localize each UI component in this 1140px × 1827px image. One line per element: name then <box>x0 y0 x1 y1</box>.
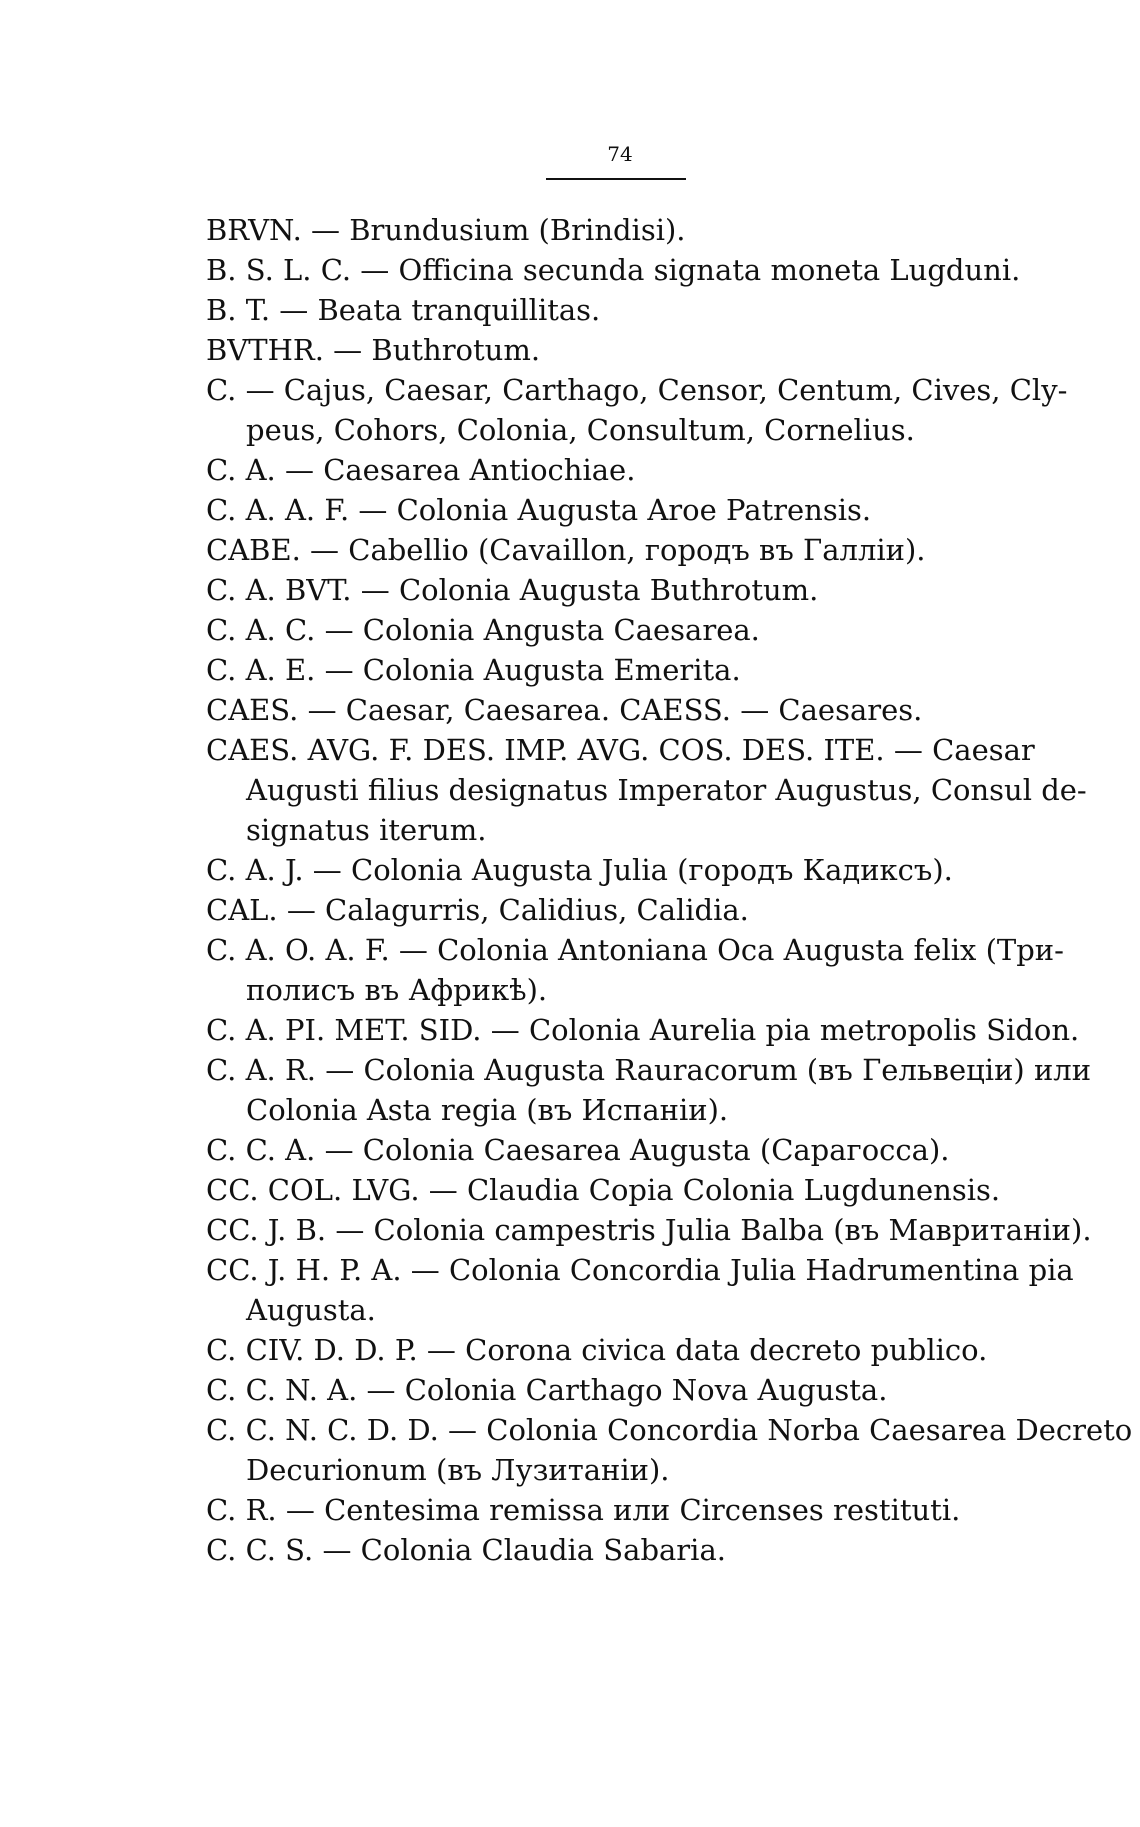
entry-line: CAL. — Calagurris, Calidius, Calidia. <box>206 893 749 927</box>
entries-list <box>206 210 1133 1570</box>
entry-continuation-line: полисъ въ Африкѣ). <box>246 973 548 1007</box>
entry-line: C. R. — Centesima remissa или Circenses restituti. <box>206 1493 961 1527</box>
entry-continuation-line: Decurionum (въ Лузитаніи). <box>246 1453 670 1487</box>
entry-line: C. A. O. A. F. — Colonia Antoniana Oca Augusta felix (Три- <box>206 933 1064 967</box>
entry-line: C. — Cajus, Caesar, Carthago, Censor, Centum, Cives, Cly- <box>206 373 1068 407</box>
entry-continuation-line: signatus iterum. <box>246 813 487 847</box>
entry-line: CABE. — Cabellio (Cavaillon, городъ въ Галліи). <box>206 533 926 567</box>
entry-line: C. C. A. — Colonia Caesarea Augusta (Сарагосса). <box>206 1133 950 1167</box>
entry-line: CC. COL. LVG. — Claudia Copia Colonia Lugdunensis. <box>206 1173 1001 1207</box>
entry-line: C. A. BVT. — Colonia Augusta Buthrotum. <box>206 573 819 607</box>
entry-line: CAES. AVG. F. DES. IMP. AVG. COS. DES. ITE. — Caesar <box>206 733 1035 767</box>
entry-line: B. S. L. C. — Officina secunda signata moneta Lugduni. <box>206 253 1021 287</box>
entry-line: CAES. — Caesar, Caesarea. CAESS. — Caesares. <box>206 693 923 727</box>
header-rule <box>546 178 686 180</box>
entry-continuation-line: Augusti filius designatus Imperator Augustus, Consul de- <box>246 773 1087 807</box>
entry-line: C. A. J. — Colonia Augusta Julia (городъ Кадиксъ). <box>206 853 953 887</box>
entry-line: C. A. — Caesarea Antiochiae. <box>206 453 636 487</box>
entry-line: BRVN. — Brundusium (Brindisi). <box>206 213 686 247</box>
entry-line: C. A. PI. MET. SID. — Colonia Aurelia pia metropolis Sidon. <box>206 1013 1080 1047</box>
entry-line: C. C. S. — Colonia Claudia Sabaria. <box>206 1533 726 1567</box>
entry-line: CC. J. B. — Colonia campestris Julia Balba (въ Мавританіи). <box>206 1213 1092 1247</box>
entry-line: BVTHR. — Buthrotum. <box>206 333 541 367</box>
page-number: 74 <box>607 142 633 166</box>
entry-line: C. A. A. F. — Colonia Augusta Aroe Patrensis. <box>206 493 872 527</box>
entry-line: C. A. C. — Colonia Angusta Caesarea. <box>206 613 760 647</box>
entry-line: B. T. — Beata tranquillitas. <box>206 293 601 327</box>
entry-line: C. A. E. — Colonia Augusta Emerita. <box>206 653 741 687</box>
entry-line: C. C. N. C. D. D. — Colonia Concordia Norba Caesarea Decreto <box>206 1413 1133 1447</box>
entry-line: CC. J. H. P. A. — Colonia Concordia Julia Hadrumentina pia <box>206 1253 1074 1287</box>
entry-line: C. CIV. D. D. P. — Corona civica data decreto publico. <box>206 1333 988 1367</box>
entry-line: C. C. N. A. — Colonia Carthago Nova Augusta. <box>206 1373 888 1407</box>
entry-line: C. A. R. — Colonia Augusta Rauracorum (въ Гельвеціи) или <box>206 1053 1092 1087</box>
entry-continuation-line: Colonia Asta regia (въ Испаніи). <box>246 1093 729 1127</box>
entry-continuation-line: Augusta. <box>246 1293 376 1327</box>
entry-continuation-line: peus, Cohors, Colonia, Consultum, Cornelius. <box>246 413 915 447</box>
